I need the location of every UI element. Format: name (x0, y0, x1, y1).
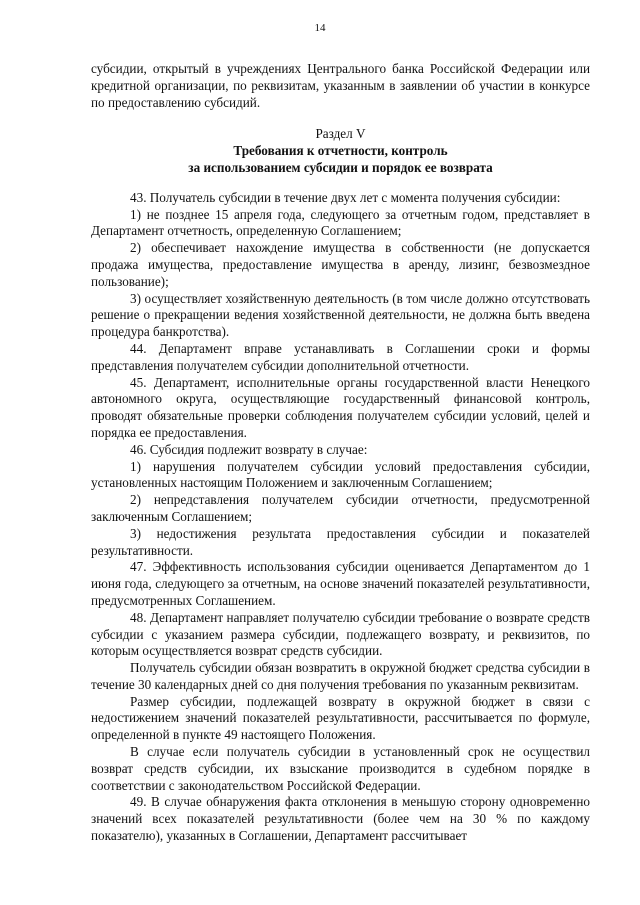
paragraph-48-court: В случае если получатель субсидии в установленный срок не осуществил возврат средств субсидии, их взыскание производится в судебном порядке в соответствии с законодательством Российской Федерации. (91, 744, 590, 793)
paragraph-44: 44. Департамент вправе устанавливать в Соглашении сроки и формы представления получателем субсидии дополнительной отчетности. (91, 340, 590, 373)
page-number: 14 (314, 22, 326, 34)
section-label: Раздел V (315, 126, 366, 142)
paragraph-49: 49. В случае обнаружения факта отклонения в меньшую сторону одновременно значений всех показателей результативности (более чем на 30 % по каждому показателю), указанных в Соглашении, Департамент рассчитывает (91, 794, 590, 844)
paragraph-46-item-1: 1) нарушения получателем субсидии условий предоставления субсидии, установленных настоящим Положением и заключенным Соглашением; (91, 458, 590, 491)
paragraph-46: 46. Субсидия подлежит возврату в случае: (130, 441, 368, 457)
paragraph-43-item-1: 1) не позднее 15 апреля года, следующего за отчетным годом, представляет в Департамент отчетность, определенную Соглашением; (91, 206, 590, 239)
section-heading (91, 126, 590, 176)
section-title-line-2: за использованием субсидии и порядок ее возврата (188, 159, 493, 175)
paragraph-43-item-2: 2) обеспечивает нахождение имущества в собственности (не допускается продажа имущества, предоставление имущества в аренду, лизинг, безвозмездное пользование); (91, 240, 590, 289)
document-body (91, 61, 590, 845)
paragraph-46-item-3: 3) недостижения результата предоставления субсидии и показателей результативности. (91, 525, 590, 558)
spacer (91, 177, 590, 190)
section-title-line-1: Требования к отчетности, контроль (233, 143, 448, 159)
intro-paragraph: субсидии, открытый в учреждениях Центрального банка Российской Федерации или кредитной организации, по реквизитам, указанным в заявлении об участии в конкурсе по предоставлению субсидий. (91, 61, 590, 110)
paragraph-47: 47. Эффективность использования субсидии оценивается Департаментом до 1 июня года, следующего за отчетным, на основе значений показателей результативности, предусмотренных Соглашением. (91, 559, 590, 608)
paragraph-43-item-3: 3) осуществляет хозяйственную деятельность (в том числе должно отсутствовать решение о прекращении ведения хозяйственной деятельности, не должна быть введена процедура банкротства). (91, 290, 590, 340)
paragraph-46-item-2: 2) непредставления получателем субсидии отчетности, предусмотренной заключенным Соглашением; (91, 492, 590, 524)
paragraph-43: 43. Получатель субсидии в течение двух лет с момента получения субсидии: (130, 189, 561, 205)
paragraph-48-return-term: Получатель субсидии обязан возвратить в окружной бюджет средства субсидии в течение 30 календарных дней со дня получения требования по указанным реквизитам. (91, 660, 590, 692)
paragraph-48: 48. Департамент направляет получателю субсидии требование о возврате средств субсидии с указанием размера субсидии, подлежащего возврату, и реквизитов, по которым осуществляется возврат средств субсидии. (91, 609, 590, 659)
paragraph-45: 45. Департамент, исполнительные органы государственной власти Ненецкого автономного округа, осуществляющие государственный финансовой контроль, проводят обязательные проверки соблюдения получателем субсидии условий, целей и порядка ее предоставления. (91, 374, 590, 440)
paragraph-48-return-size: Размер субсидии, подлежащей возврату в окружной бюджет в связи с недостижением значений показателей результативности, рассчитывается по формуле, определенной в пункте 49 настоящего Положения. (91, 693, 590, 743)
